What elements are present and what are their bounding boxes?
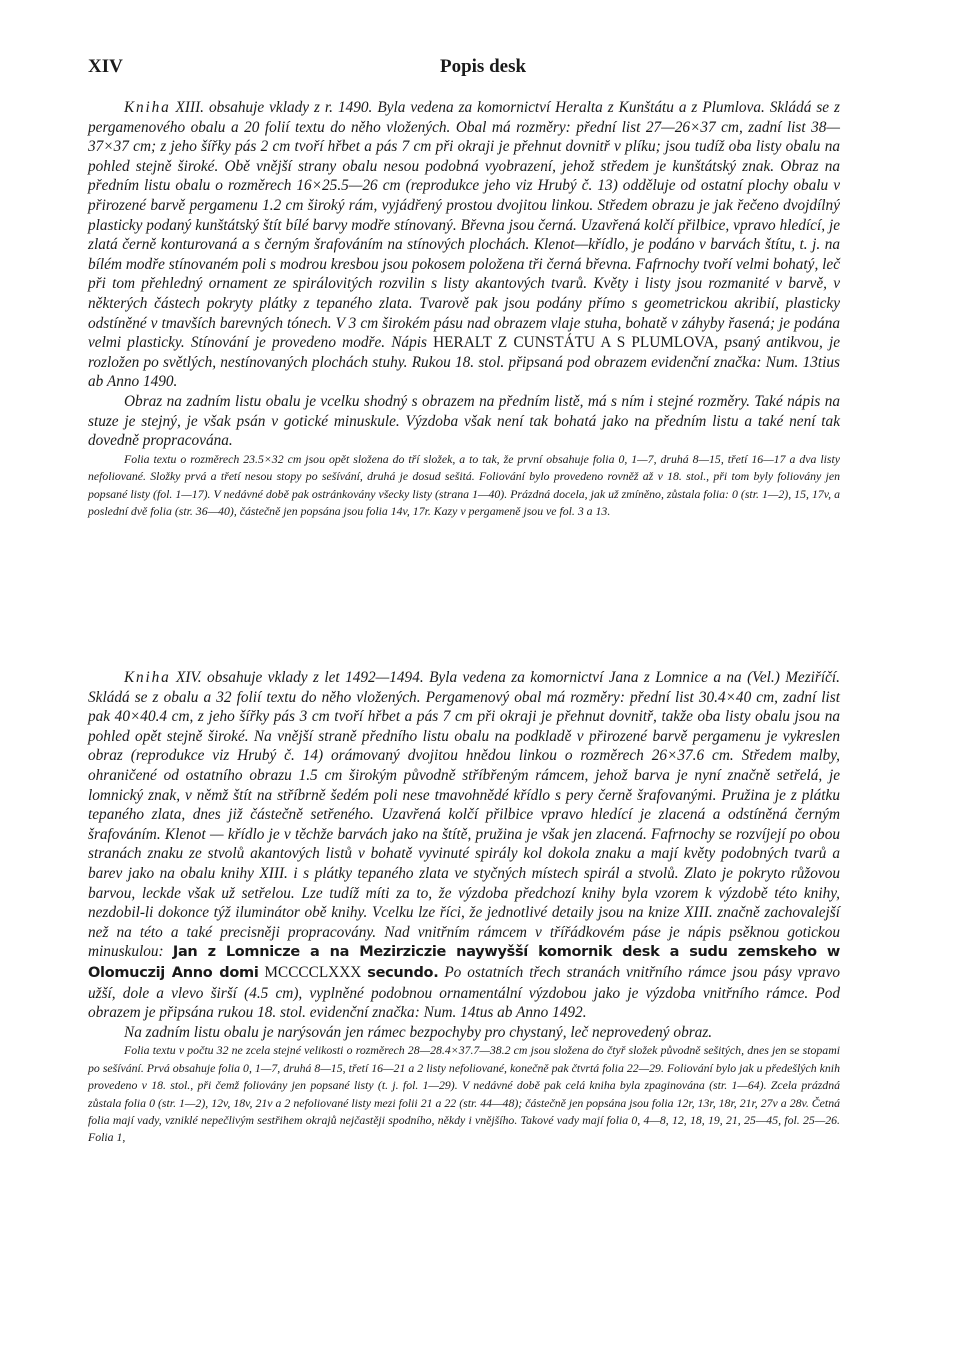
- book-xiv-gothic-inscription-end: secundo.: [367, 964, 439, 981]
- page-number: XIV: [88, 56, 123, 77]
- book-xiii-inscription: HERALT Z CUNSTÁTU A S PLUMLOVA: [433, 334, 715, 352]
- book-xiii-paragraph-2: Obraz na zadním listu obalu je vcelku shodný s obrazem na předním listě, má s ním i stejné rozměry. Také nápis na stuze je stejný, je však psán v gotické minuskule. Výzdoba však není tak bohatá jako na předním listu a také není tak dovedně propracována.: [88, 392, 840, 450]
- book-xiii-description: XIII. obsahuje vklady z r. 1490. Byla vedena za komornictví Heralta z Kunštátu a z Plumlova. Skládá se z pergamenového obalu a 20 folií textu do něho vložených. Obal má rozměry: přední list 27—26×37 cm, zadní list 38—37×37 cm; z jeho šířky pás 2 cm tvoří hřbet a pás 7 cm při okraji je přehnut dovnitř v plíku; jsou tudíž oba listy obalu na pohled stejně široké. Obě vnější strany obalu nesou podobná vyobrazení, jehož středem je kunštátský znak. Obraz na předním listu obalu o rozměrech 16×25.5—26 cm (reprodukce jeho viz Hrubý č. 13) odděluje od ostatní plochy obalu v přirozené barvě pergamenu 1.2 cm široký rám, vyjádřený prostou dvojitou linkou. Středem obrazu je jak řečeno dvojdílný plasticky podaný kunštátský štít bílé barvy modře stínovaný. Břevna jsou černá. Uzavřená kolčí přilbice, vpravo hledící, je zlatá černě konturovaná a s černým šrafováním na stínových plochách. Klenot—křídlo, je podáno v barvách štítu, t. j. na bílém modře stínovaném poli s modrou kresbou jsou pokosem položena tři černá břevna. Fafrnochy tvoří velmi bohatý, leč při tom přehledný ornament ze spirálovitých rozvilin s listy akantových tvarů. Květy i listy jsou rozmanité v barvě, v některých částech pokryty plátky z tepaného zlata. Tvarově pak jsou podány přímo s geometrickou akribií, plasticky odstíněné v tmavších barevných tónech. V 3 cm širokém pásu nad obrazem vlaje stuha, bohatě v záhyby řasená; je podána velmi plasticky. Stínování je provedeno modře. Nápis: [88, 99, 840, 352]
- book-xiv-description: XIV. obsahuje vklady z let 1492—1494. Byla vedena za komornictví Jana z Lomnice a na (Vel.) Meziříčí. Skládá se z obalu a 32 folií textu do něho vložených. Pergamenový obal má rozměry: přední list 30.4×40 cm, zadní list pak 40×40.4 cm, z jeho šířky pás 3 cm tvoří hřbet a pás 7 cm při okraji je přehnut dovnitř, takže oba listy obalu jsou na pohled opět stejně široké. Na vnější straně předního listu obalu na podkladě v přirozené barvě pergamenu je vykreslen obraz (reprodukce viz Hrubý č. 14) orámovaný dvojitou hnědou linkou o rozměrech 26×37.6 cm. Středem malby, ohraničené od ostatního obrazu 1.5 cm širokým původně stříbřeným rámcem, jehož barva je nyní značně setřelá, je lomnický znak, v němž štít na stříbrně šedém poli nese tmavohnědé křídlo s pery černě šrafovanými. Pružina je z plátku tepaného zlata, dnes již částečně setřeného. Uzavřená kolčí přilbice vpravo hledící je zlacená a odstíněná černým šrafováním. Klenot — křídlo je v těchže barvách jako na štítě, pružina je však jen zlacená. Fafrnochy se rozvíjejí po obou stranách znaku ze stvolů akantových listů v bohatě vyvinuté spirály kol dokola znaku a mají květy podobných tvarů a barev jako na obalu knihy XIII. i s plátky tepaného zlata ve styčných místech spirál a stvolů. Zlato je pokryto růžovou barvou, leckde však už setřelou. Lze tudíž míti za to, že výzdoba předchozí knihy byla vzorem k výzdobě této knihy, nezdobil-li dokonce týž iluminátor obě knihy. Vcelku lze říci, že jednotlivé detaily jsou na knize XIII. značně zachovalejší než na této a také precisněji propracovány. Nad vnitřním rámcem v třířádkovém páse je nápis psěknou gotickou minuskulou:: [88, 669, 840, 961]
- book-xiv-paragraph-2: Na zadním listu obalu je narýsován jen rámec bezpochyby pro chystaný, leč neprovedený obraz.: [124, 1023, 713, 1041]
- book-xiv-paragraph-1: [88, 668, 840, 1023]
- book-xiv-description-end: Po ostatních třech stranách vnitřního rámce jsou pásy vpravo užší, dole a vlevo širší (4.5 cm), vyplněné podobnou ornamentální výzdobou jako je výzdoba vnitřního rámce. Pod obrazem je připsána rukou 18. stol. evidenční značka: Num. 14tus ab Anno 1492.: [88, 963, 841, 1022]
- book-xiv-label: Kniha: [124, 669, 171, 686]
- book-xiv-footnote: Folia textu v počtu 32 ne zcela stejné velikosti o rozměrech 28—28.4×37.7—38.2 cm jsou složena do čtyř složek původně sešitých, dnes jen se stopami po sešívání. Prvá obsahuje folia 0, 1—7, druhá 8—15, třetí 16—21 a 2 listy nefoliované, konečně pak čtvrtá folia 22—29. Foliování bylo jak u předešlých knih provedeno v 18. stol., při čemž foliovány jen popsané listy (t. j. fol. 1—29). V nedávné době pak celá kniha byla zpaginována (str. 1—64). Zcela prázdná zůstala folia 0 (str. 1—2), 12v, 18v, 21v a 2 nefoliované listy mezi folii 21 a 22 (str. 44—48); částečně jen popsána jsou folia 12r, 13r, 18r, 21r, 27v a 28v. Četná folia mají vady, vzniklé nepečlivým sestřihem okrajů nejčastěji spodního, někdy i vnějšího. Takové vady mají folia 0, 4—8, 12, 18, 19, 21, 25—45, fol. 25—26. Folia 1,: [88, 1043, 840, 1145]
- book-xiii-paragraph-1: [88, 98, 840, 392]
- running-title: Popis desk: [439, 56, 527, 77]
- page-header: [88, 56, 878, 86]
- section-book-xiii: [88, 98, 840, 520]
- book-xiii-label: Kniha: [124, 99, 171, 116]
- section-book-xiv: [88, 668, 840, 1147]
- book-xiii-footnote: Folia textu o rozměrech 23.5×32 cm jsou opět složena do tří složek, a to tak, že první obsahuje folia 0, 1—7, druhá 8—15, třetí 16—17 a dva listy nefoliované. Složky prvá a třetí nesou stopy po sešívání, druhá je dosud sešitá. Foliování bylo provedeno rovněž až v 18. stol., při tom byly foliovány jen popsané listy (fol. 1—17). V nedávné době pak ostránkovány všecky listy (strana 1—40). Prázdná docela, jak už zmíněno, zůstala folia: 0 (str. 1—2), 15, 17v, a poslední dvě folia (str. 36—40), částečně jen popsána jsou folia 14v, 17r. Kazy v pergameně jsou ve fol. 3 a 13.: [88, 451, 840, 518]
- book-xiv-gothic-inscription: Jan z Lomnicze a na Mezirziczie naywyšší komornik desk a sudu zemskeho w Olomuczij Anno domi: [88, 944, 840, 981]
- book-xiii-description-end: , psaný antikvou, je rozložen po světlých, nestínovaných plochách stuhy. Rukou 18. stol. připsaná pod obrazem evidenční značka: Num. 13tius ab Anno 1490.: [88, 334, 840, 391]
- book-xiv-roman-year: MCCCCLXXX: [264, 963, 362, 981]
